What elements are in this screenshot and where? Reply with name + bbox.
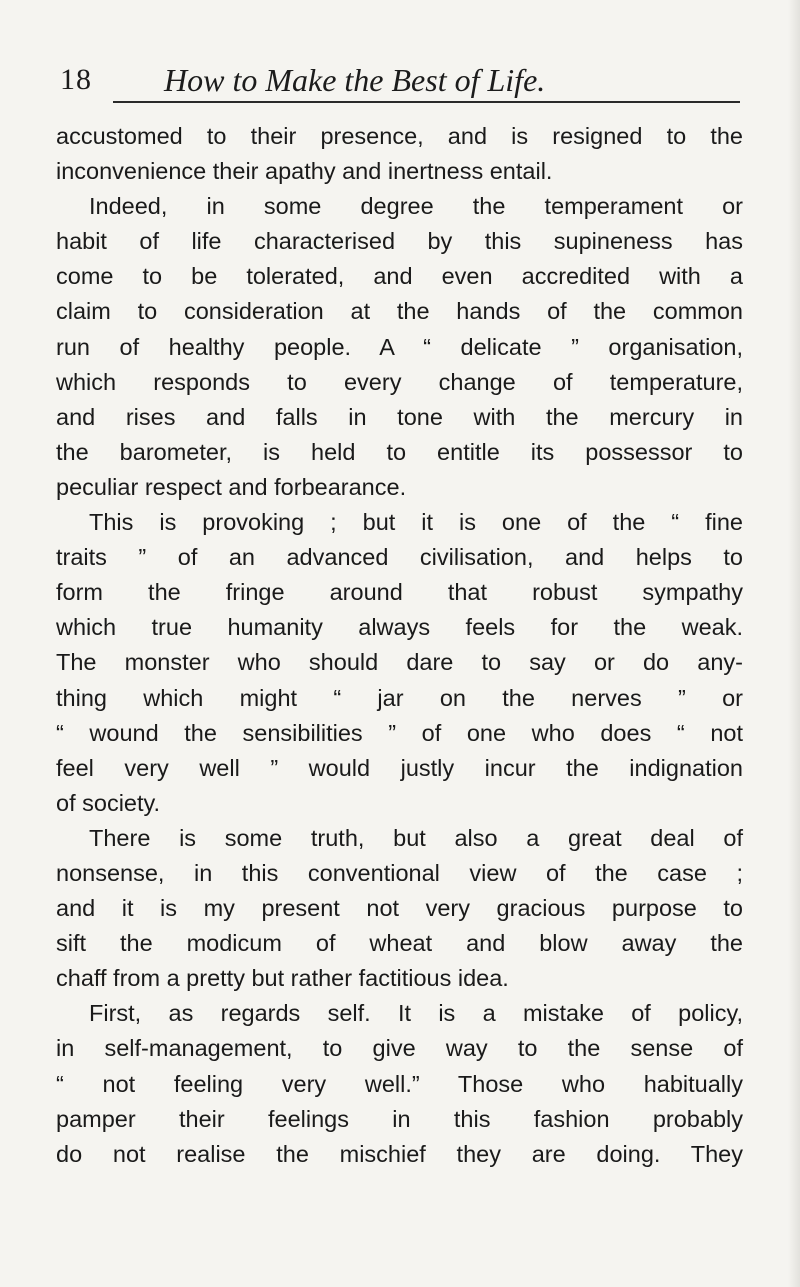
running-title: How to Make the Best of Life.	[164, 62, 546, 98]
text-line: Indeed, in some degree the temperament or	[89, 193, 743, 220]
header-rule	[113, 101, 740, 103]
text-line: pamper their feelings in this fashion probably	[56, 1105, 743, 1132]
text-line: There is some truth, but also a great deal of	[89, 824, 743, 851]
text-line: come to be tolerated, and even accredited with a	[56, 263, 743, 290]
text-line: feel very well ” would justly incur the indignation	[56, 754, 743, 781]
text-line: “ wound the sensibilities ” of one who does “ not	[56, 719, 743, 746]
body-text	[56, 119, 743, 1172]
text-line: This is provoking ; but it is one of the “ fine	[89, 509, 743, 536]
text-line: which true humanity always feels for the weak.	[56, 614, 743, 641]
text-line: and rises and falls in tone with the mercury in	[56, 403, 743, 430]
text-line: the barometer, is held to entitle its possessor to	[56, 438, 743, 465]
text-line: claim to consideration at the hands of the common	[56, 298, 743, 325]
page-number: 18	[60, 63, 92, 96]
text-line: do not realise the mischief they are doing. They	[56, 1140, 743, 1167]
text-line: which responds to every change of temperature,	[56, 368, 743, 395]
text-line: in self-management, to give way to the sense of	[56, 1035, 743, 1062]
text-line: First, as regards self. It is a mistake of policy,	[89, 1000, 743, 1027]
text-line: run of healthy people. A “ delicate ” organisation,	[56, 333, 743, 360]
text-line: accustomed to their presence, and is resigned to the	[56, 123, 743, 149]
text-line: form the fringe around that robust sympathy	[56, 579, 743, 606]
text-line: thing which might “ jar on the nerves ” or	[56, 684, 743, 711]
text-line: chaff from a pretty but rather factitious idea.	[56, 965, 509, 992]
text-line: inconvenience their apathy and inertness entail.	[56, 158, 553, 185]
text-line: nonsense, in this conventional view of the case ;	[56, 859, 743, 886]
running-header	[60, 62, 750, 102]
text-line: and it is my present not very gracious purpose to	[56, 895, 743, 922]
text-line: “ not feeling very well.” Those who habitually	[56, 1070, 743, 1097]
text-line: The monster who should dare to say or do any-	[56, 649, 743, 676]
text-line: habit of life characterised by this supineness has	[56, 228, 743, 255]
text-line: traits ” of an advanced civilisation, and helps to	[56, 544, 743, 571]
page-edge-shadow	[788, 0, 800, 1287]
text-line: of society.	[56, 789, 161, 816]
text-line: peculiar respect and forbearance.	[56, 473, 407, 500]
text-line: sift the modicum of wheat and blow away the	[56, 930, 743, 957]
